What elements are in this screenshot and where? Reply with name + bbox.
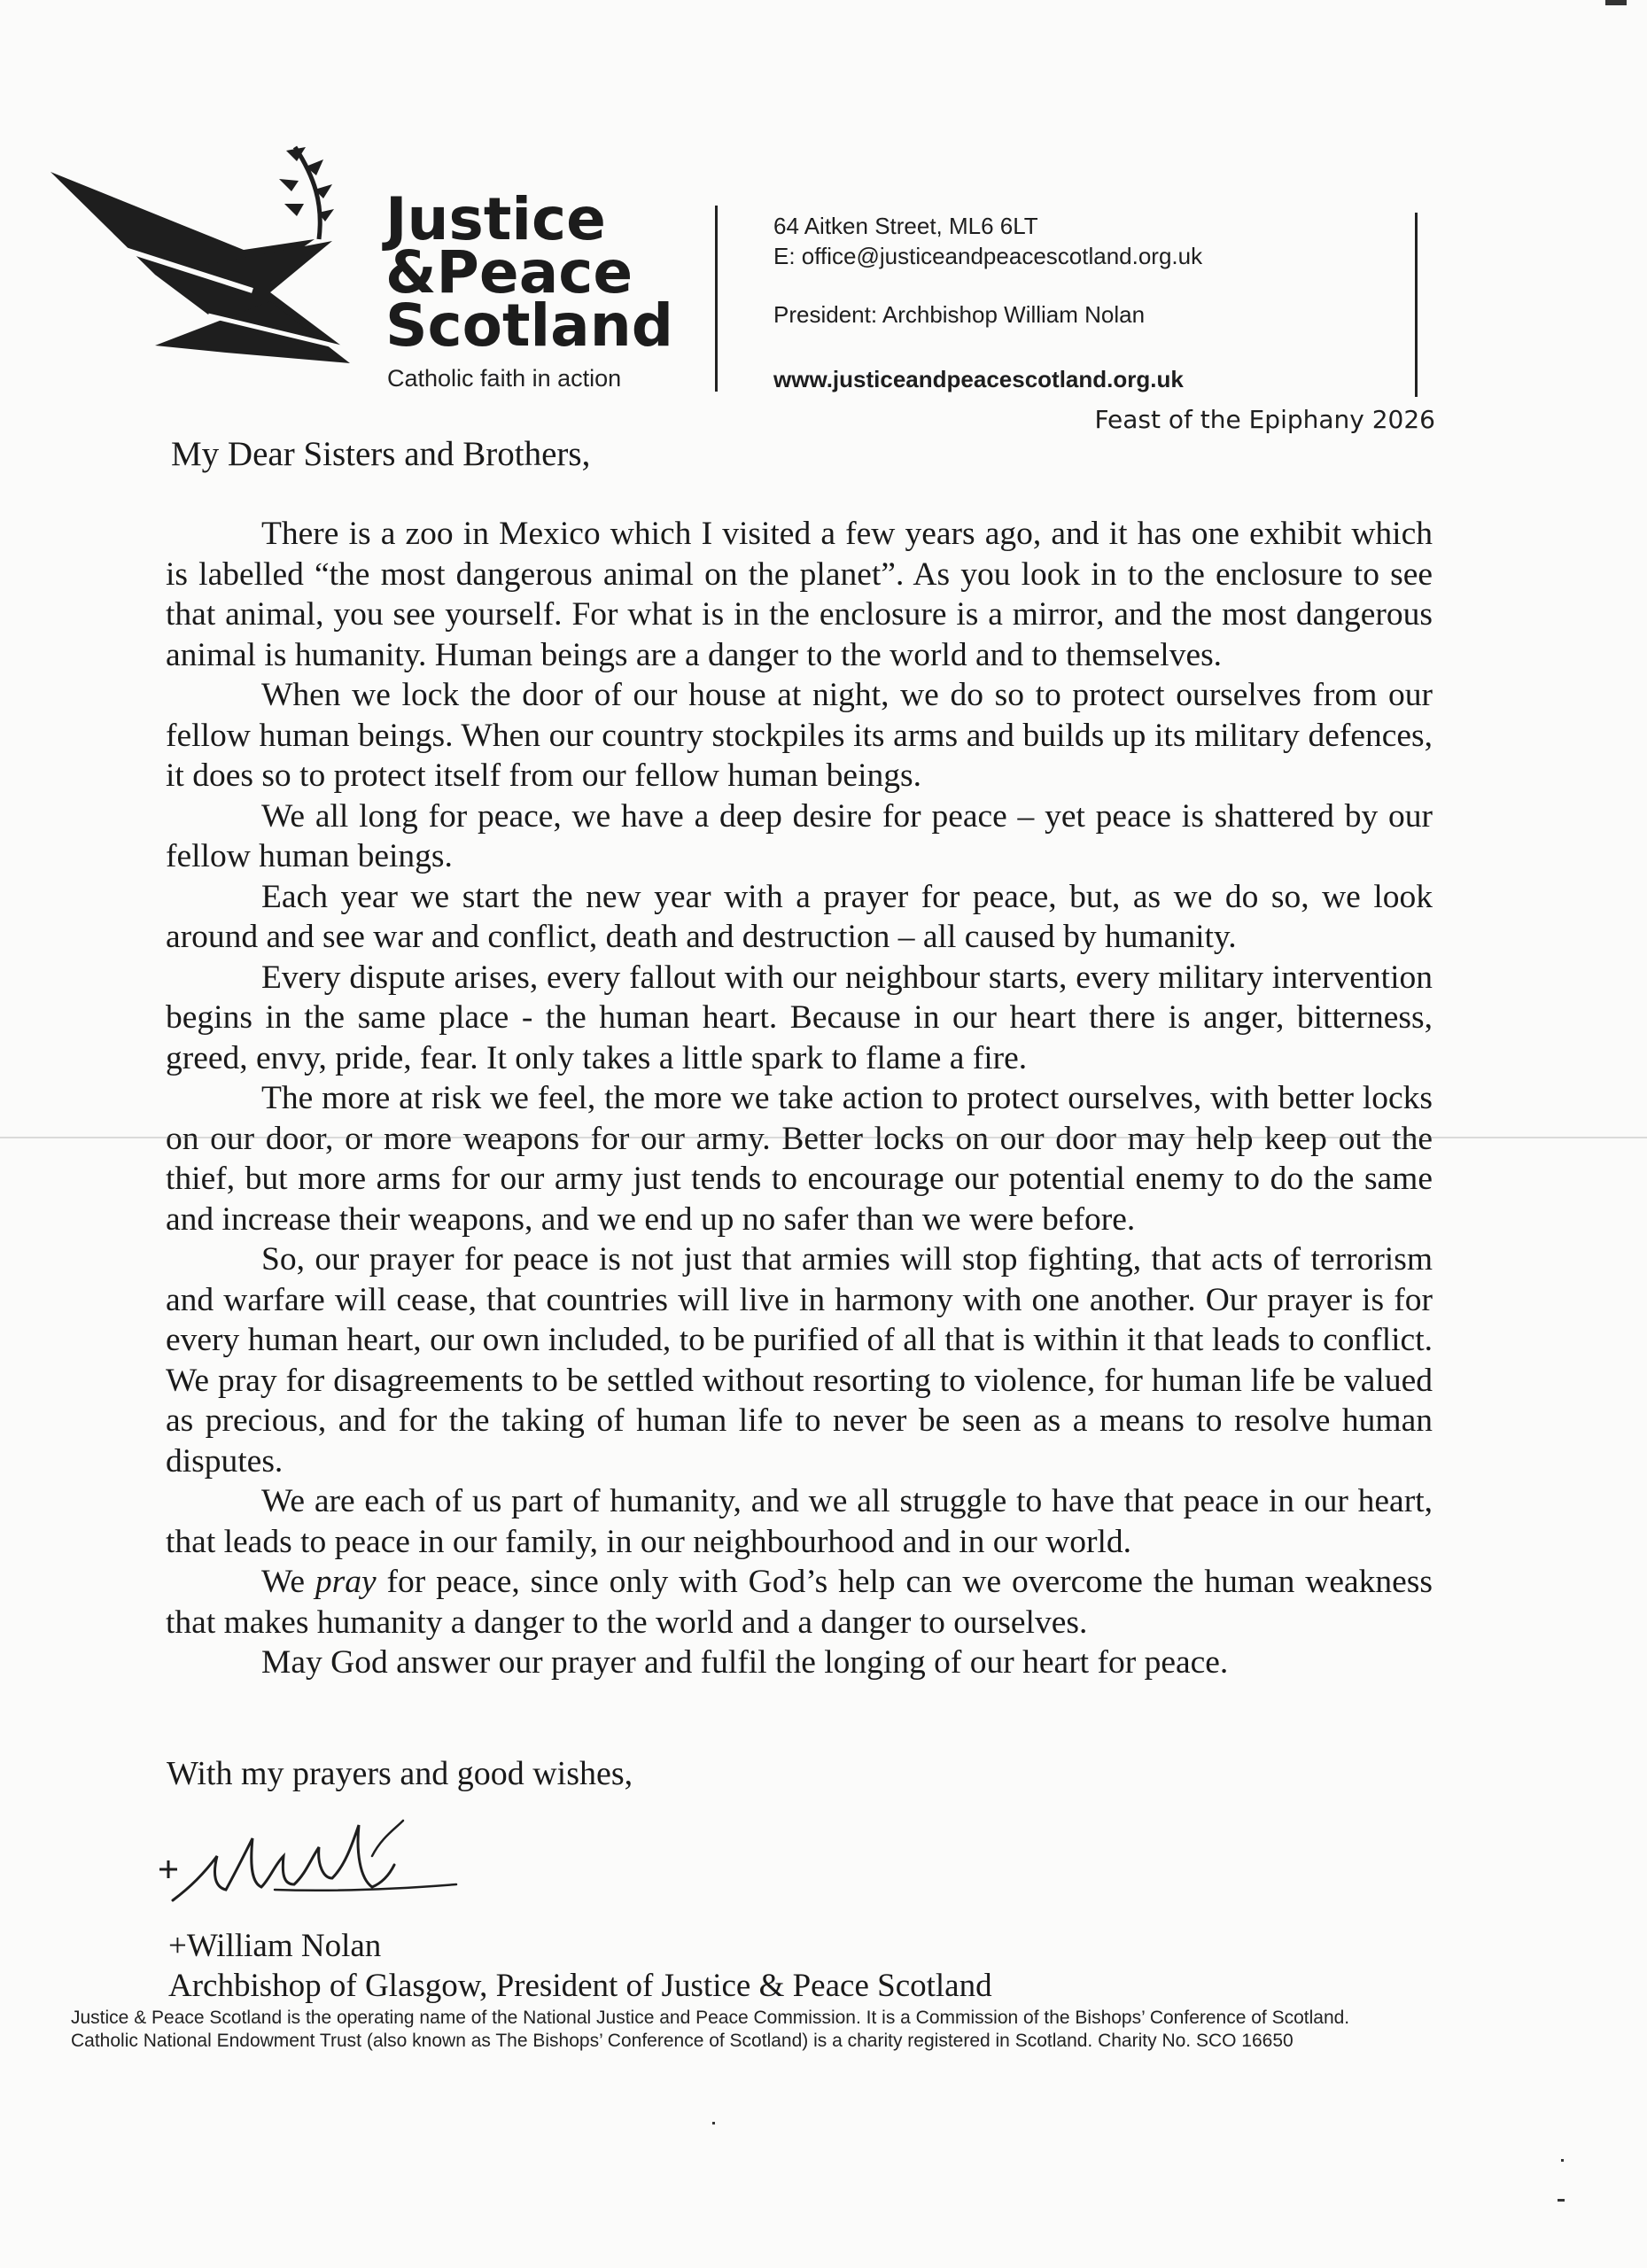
salutation: My Dear Sisters and Brothers, [171,435,591,473]
handwritten-signature [151,1803,470,1918]
letter-body [166,514,1433,1683]
paragraph-4: Each year we start the new year with a prayer for peace, but, as we do so, we look around and see war and conflict, death and destruction – all caused by humanity. [166,878,1433,955]
dove-logo-icon [49,142,403,390]
paragraph-1: There is a zoo in Mexico which I visited a few years ago, and it has one exhibit which is labelled “the most dangerous animal on the planet”. As you look in to the enclosure to see that animal, you see yourself. For what is in the enclosure is a mirror, and the most dangerous animal is humanity. Human beings are a danger to the world and to themselves. [166,516,1433,673]
footer-line-1: Justice & Peace Scotland is the operating name of the National Justice and Peace Commission. It is a Commission of the Bishops’ Conference of Scotland. [71,2008,1350,2028]
contact-email: E: office@justiceandpeacescotland.org.uk [773,243,1203,269]
paragraph-9 [166,1562,1433,1643]
paper-fold-line [0,1137,1647,1138]
pray-emphasis: pray [315,1564,377,1600]
letter-date: Feast of the Epiphany 2026 [1094,405,1435,434]
signer-title: Archbishop of Glasgow, President of Justice & Peace Scotland [168,1968,992,2004]
org-tagline: Catholic faith in action [387,365,622,392]
contact-address: 64 Aitken Street, ML6 6LT [773,213,1038,239]
closing-line: With my prayers and good wishes, [167,1755,633,1792]
paragraph-10: May God answer our prayer and fulfil the longing of our heart for peace. [261,1644,1229,1681]
contact-website: www.justiceandpeacescotland.org.uk [773,366,1184,392]
organization-name [385,185,673,360]
org-name-line-3: Scotland [385,291,673,360]
letter-footer [71,2007,1349,2053]
signer-name: +William Nolan [168,1928,382,1964]
scan-speck [1558,2199,1565,2202]
scan-speck [1605,0,1627,5]
paragraph-5: Every dispute arises, every fallout with our neighbour starts, every military intervention begins in the same place - the human heart. Because in our heart there is anger, bitterness, greed, envy, pride, fear. It only takes a little spark to flame a fire. [166,959,1433,1076]
org-name-line-1: Justice [385,185,606,253]
paragraph-6: The more at risk we feel, the more we take action to protect ourselves, with better locks on our door, or more weapons for our army. Better locks on our door may help keep out the thief, but more arms for our army just tends to encourage our potential enemy to do the same and increase their weapons, and we end up no safer than we were before. [166,1080,1433,1238]
scan-speck [712,2122,715,2124]
letterhead-divider-right [1415,213,1418,397]
footer-line-2: Catholic National Endowment Trust (also known as The Bishops’ Conference of Scotland) is a charity registered in Scotland. Charity No. SCO 16650 [71,2031,1294,2051]
pray-before: We [261,1564,315,1600]
org-name-line-2: &Peace [385,238,633,307]
paragraph-7: So, our prayer for peace is not just that armies will stop fighting, that acts of terrorism and warfare will cease, that countries will live in harmony with one another. Our prayer is for every human heart, our own included, to be purified of all that is within it that leads to conflict. We pray for disagreements to be settled without resorting to violence, for human life be valued as precious, and for the taking of human life to never be seen as a means to resolve human disputes. [166,1241,1433,1480]
letterhead-divider-left [715,206,718,392]
contact-president: President: Archbishop William Nolan [773,301,1146,328]
paragraph-3: We all long for peace, we have a deep desire for peace – yet peace is shattered by our fellow human beings. [166,797,1433,874]
paragraph-8: We are each of us part of humanity, and we all struggle to have that peace in our heart, that leads to peace in our family, in our neighbourhood and in our world. [166,1483,1433,1560]
paragraph-2: When we lock the door of our house at night, we do so to protect ourselves from our fellow human beings. When our country stockpiles its arms and builds up its military defences, it does so to protect itself from our fellow human beings. [166,677,1433,794]
pray-after: for peace, since only with God’s help can we overcome the human weakness that makes humanity a danger to the world and a danger to ourselves. [166,1564,1433,1641]
scan-speck [1561,2159,1564,2162]
